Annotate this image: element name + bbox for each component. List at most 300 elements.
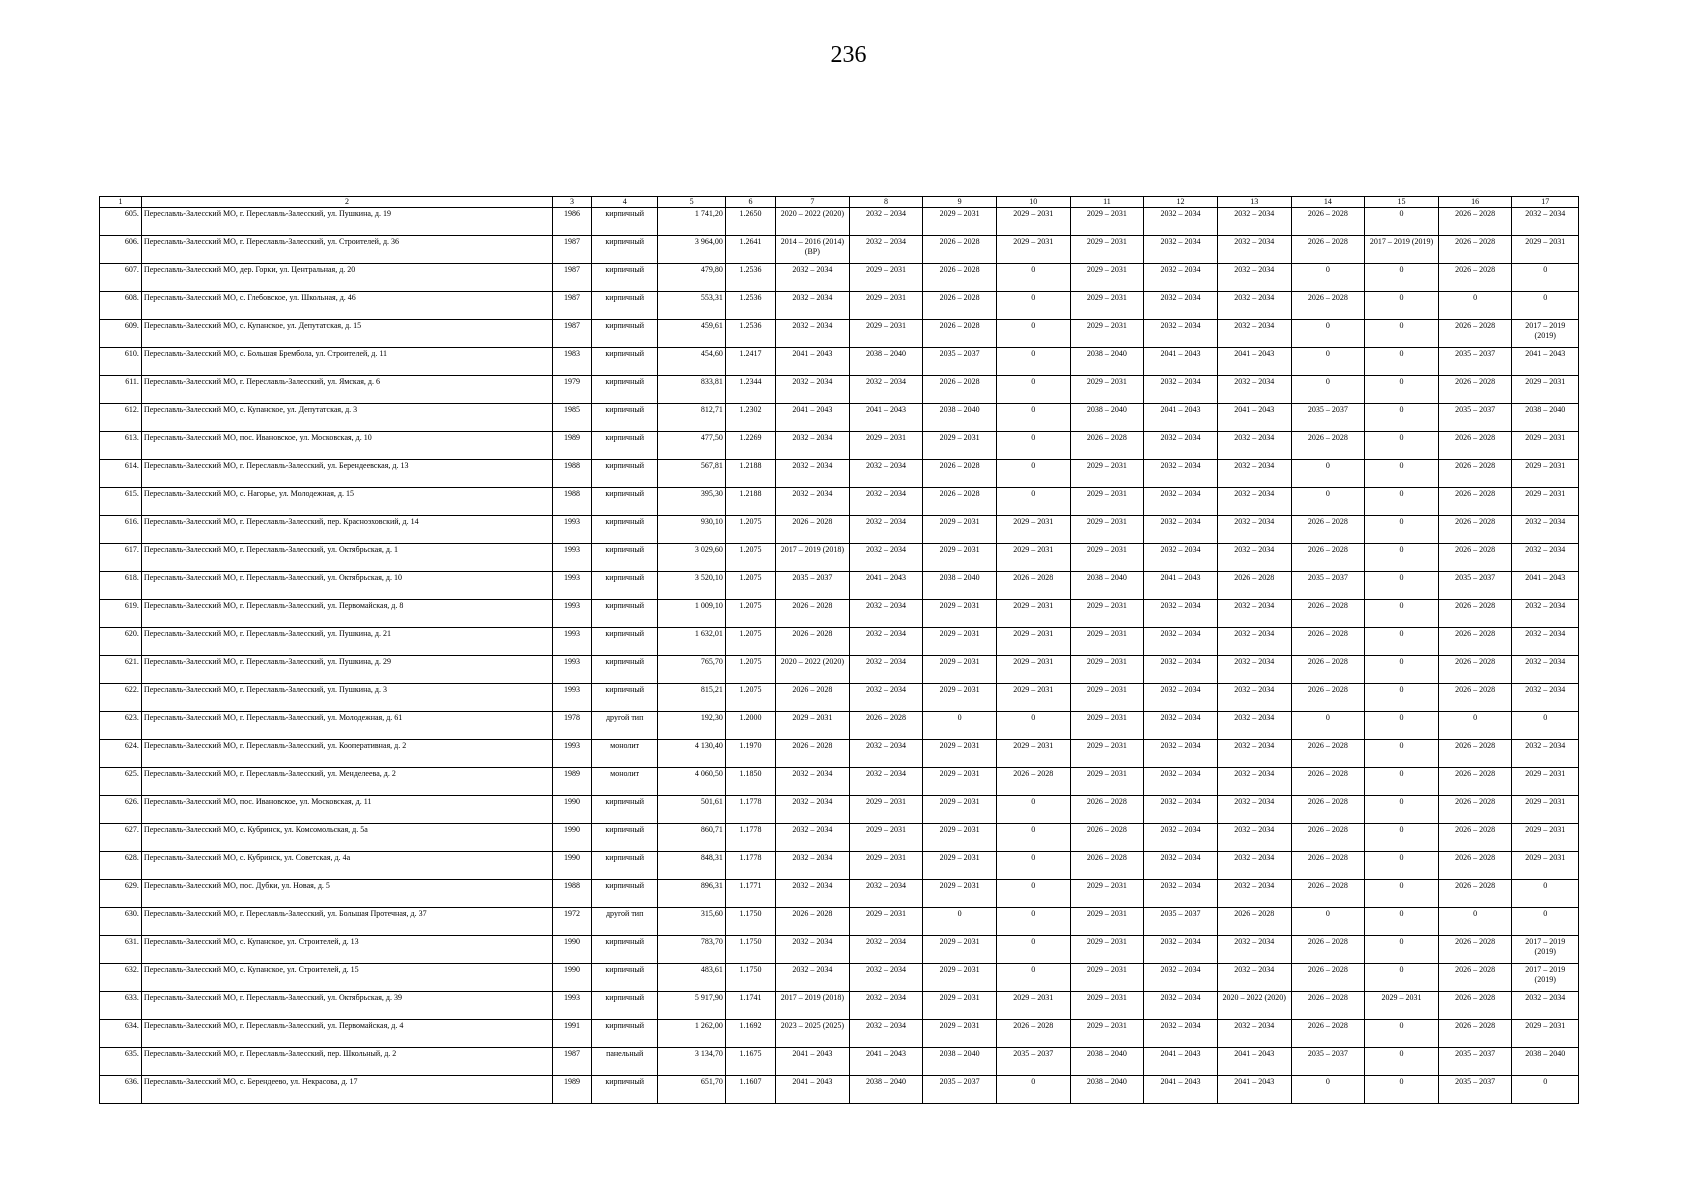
table-cell: кирпичный	[591, 796, 657, 824]
table-cell: 605.	[100, 208, 142, 236]
table-cell: 3 029,60	[658, 544, 726, 572]
table-cell: 2038 – 2040	[1070, 572, 1144, 600]
table-cell: 501,61	[658, 796, 726, 824]
table-cell: 2029 – 2031	[776, 712, 850, 740]
table-cell: Переславль-Залесский МО, г. Переславль-Залесский, ул. Пушкина, д. 29	[141, 656, 552, 684]
table-cell: 0	[1291, 488, 1365, 516]
table-row	[100, 992, 1579, 1020]
table-cell: 2041 – 2043	[849, 404, 923, 432]
column-header: 2	[141, 197, 552, 208]
table-cell: кирпичный	[591, 432, 657, 460]
table-cell: 2032 – 2034	[849, 488, 923, 516]
table-cell: 2026 – 2028	[1438, 796, 1512, 824]
table-cell: 2029 – 2031	[923, 684, 997, 712]
table-cell: 1983	[553, 348, 592, 376]
table-cell: 2026 – 2028	[1438, 992, 1512, 1020]
table-cell: 1.1675	[725, 1048, 775, 1076]
table-cell: 2032 – 2034	[1217, 320, 1291, 348]
table-cell: 606.	[100, 236, 142, 264]
table-cell: 2041 – 2043	[1512, 572, 1579, 600]
table-cell: 2026 – 2028	[776, 628, 850, 656]
table-cell: 2029 – 2031	[1512, 1020, 1579, 1048]
table-cell: 2026 – 2028	[1291, 824, 1365, 852]
table-cell: 1990	[553, 852, 592, 880]
table-cell: 0	[1365, 348, 1439, 376]
table-cell: 848,31	[658, 852, 726, 880]
table-cell: 4 060,50	[658, 768, 726, 796]
table-cell: 1 262,00	[658, 1020, 726, 1048]
table-cell: 2032 – 2034	[1144, 516, 1218, 544]
table-cell: 0	[923, 908, 997, 936]
table-cell: 0	[996, 1076, 1070, 1104]
table-cell: Переславль-Залесский МО, г. Переславль-Залесский, ул. Первомайская, д. 8	[141, 600, 552, 628]
table-cell: 2026 – 2028	[1438, 488, 1512, 516]
table-cell: 0	[1365, 684, 1439, 712]
table-cell: 3 520,10	[658, 572, 726, 600]
table-cell: 2026 – 2028	[1291, 656, 1365, 684]
table-cell: 2038 – 2040	[923, 404, 997, 432]
table-cell: 2032 – 2034	[1217, 684, 1291, 712]
table-cell: 0	[1365, 460, 1439, 488]
table-cell: 1993	[553, 740, 592, 768]
table-cell: 553,31	[658, 292, 726, 320]
table-cell: 2032 – 2034	[776, 964, 850, 992]
table-cell: 2032 – 2034	[849, 628, 923, 656]
column-header: 7	[776, 197, 850, 208]
table-cell: 632.	[100, 964, 142, 992]
table-cell: 2032 – 2034	[1512, 628, 1579, 656]
table-body	[100, 208, 1579, 1104]
table-row	[100, 600, 1579, 628]
table-cell: 0	[1365, 404, 1439, 432]
table-cell: 0	[996, 488, 1070, 516]
column-header: 1	[100, 197, 142, 208]
table-cell: Переславль-Залесский МО, с. Глебовское, ул. Школьная, д. 46	[141, 292, 552, 320]
table-cell: 2029 – 2031	[849, 292, 923, 320]
table-cell: Переславль-Залесский МО, г. Переславль-Залесский, ул. Октябрьская, д. 1	[141, 544, 552, 572]
table-cell: Переславль-Залесский МО, с. Купанское, ул. Строителей, д. 13	[141, 936, 552, 964]
table-cell: 0	[1365, 964, 1439, 992]
table-cell: 2032 – 2034	[1217, 544, 1291, 572]
table-cell: 2029 – 2031	[1070, 936, 1144, 964]
table-cell: 2041 – 2043	[1144, 404, 1218, 432]
table-cell: 2041 – 2043	[776, 1048, 850, 1076]
column-header: 8	[849, 197, 923, 208]
table-cell: 0	[996, 292, 1070, 320]
table-cell: 0	[996, 964, 1070, 992]
column-header: 12	[1144, 197, 1218, 208]
table-cell: 610.	[100, 348, 142, 376]
table-cell: 0	[1365, 572, 1439, 600]
table-cell: 2026 – 2028	[996, 768, 1070, 796]
table-cell: 607.	[100, 264, 142, 292]
table-cell: 2032 – 2034	[776, 432, 850, 460]
table-cell: 2041 – 2043	[1217, 348, 1291, 376]
table-cell: 2017 – 2019 (2019)	[1512, 320, 1579, 348]
table-cell: 2026 – 2028	[1438, 516, 1512, 544]
table-cell: 2026 – 2028	[1438, 376, 1512, 404]
table-cell: Переславль-Залесский МО, г. Переславль-Залесский, ул. Менделеева, д. 2	[141, 768, 552, 796]
table-cell: 2029 – 2031	[1070, 264, 1144, 292]
table-cell: 618.	[100, 572, 142, 600]
table-cell: 619.	[100, 600, 142, 628]
table-cell: 0	[1291, 348, 1365, 376]
table-cell: 1989	[553, 432, 592, 460]
table-cell: 2026 – 2028	[1438, 320, 1512, 348]
table-cell: 2041 – 2043	[1144, 1076, 1218, 1104]
table-cell: 0	[1365, 1020, 1439, 1048]
table-cell: 2038 – 2040	[1070, 348, 1144, 376]
table-cell: 2029 – 2031	[996, 684, 1070, 712]
table-row	[100, 460, 1579, 488]
table-cell: 2026 – 2028	[1291, 628, 1365, 656]
table-row	[100, 908, 1579, 936]
table-cell: 2038 – 2040	[1070, 1076, 1144, 1104]
table-cell: 2029 – 2031	[923, 656, 997, 684]
table-cell: 2032 – 2034	[1144, 740, 1218, 768]
table-cell: другой тип	[591, 908, 657, 936]
table-cell: 1989	[553, 768, 592, 796]
table-cell: 2032 – 2034	[1144, 376, 1218, 404]
table-cell: 2029 – 2031	[923, 628, 997, 656]
table-cell: 0	[1365, 796, 1439, 824]
table-cell: 0	[1291, 460, 1365, 488]
table-cell: 2026 – 2028	[923, 376, 997, 404]
table-cell: Переславль-Залесский МО, с. Купанское, ул. Строителей, д. 15	[141, 964, 552, 992]
table-cell: 2038 – 2040	[923, 1048, 997, 1076]
table-cell: 0	[1365, 908, 1439, 936]
column-header: 3	[553, 197, 592, 208]
table-cell: 2032 – 2034	[849, 936, 923, 964]
table-cell: 2032 – 2034	[1144, 656, 1218, 684]
table-cell: 615.	[100, 488, 142, 516]
table-cell: 2032 – 2034	[776, 936, 850, 964]
table-cell: 0	[1512, 292, 1579, 320]
table-cell: 2029 – 2031	[1512, 432, 1579, 460]
table-cell: 2029 – 2031	[996, 544, 1070, 572]
table-cell: 1 741,20	[658, 208, 726, 236]
table-cell: 2032 – 2034	[1512, 740, 1579, 768]
table-cell: 2029 – 2031	[1512, 236, 1579, 264]
table-cell: 0	[1365, 768, 1439, 796]
table-cell: 2032 – 2034	[776, 320, 850, 348]
table-cell: 2026 – 2028	[1291, 544, 1365, 572]
table-cell: 2029 – 2031	[996, 992, 1070, 1020]
table-cell: 2041 – 2043	[776, 404, 850, 432]
table-cell: 2041 – 2043	[1217, 1048, 1291, 1076]
table-cell: 2041 – 2043	[1144, 572, 1218, 600]
table-cell: 1.2302	[725, 404, 775, 432]
table-cell: 0	[1365, 432, 1439, 460]
table-cell: 2026 – 2028	[1438, 460, 1512, 488]
table-cell: 2020 – 2022 (2020)	[776, 656, 850, 684]
table-cell: 2038 – 2040	[1512, 1048, 1579, 1076]
table-cell: 1987	[553, 320, 592, 348]
table-cell: 626.	[100, 796, 142, 824]
table-cell: кирпичный	[591, 376, 657, 404]
table-cell: 1993	[553, 572, 592, 600]
table-cell: 2026 – 2028	[1438, 824, 1512, 852]
table-cell: 477,50	[658, 432, 726, 460]
table-cell: 2029 – 2031	[996, 516, 1070, 544]
table-cell: Переславль-Залесский МО, с. Купанское, ул. Депутатская, д. 15	[141, 320, 552, 348]
table-cell: 2032 – 2034	[1217, 600, 1291, 628]
table-cell: 2035 – 2037	[1144, 908, 1218, 936]
table-cell: 2032 – 2034	[1217, 208, 1291, 236]
table-cell: 459,61	[658, 320, 726, 348]
table-cell: 629.	[100, 880, 142, 908]
table-cell: 0	[1291, 1076, 1365, 1104]
column-header: 5	[658, 197, 726, 208]
table-cell: 2029 – 2031	[923, 1020, 997, 1048]
table-cell: 4 130,40	[658, 740, 726, 768]
table-cell: 1.2417	[725, 348, 775, 376]
table-cell: 2029 – 2031	[1070, 768, 1144, 796]
table-cell: другой тип	[591, 712, 657, 740]
table-cell: 1987	[553, 1048, 592, 1076]
table-cell: 2026 – 2028	[996, 1020, 1070, 1048]
table-cell: 1.2188	[725, 460, 775, 488]
table-cell: Переславль-Залесский МО, с. Берендеево, ул. Некрасова, д. 17	[141, 1076, 552, 1104]
table-cell: 1990	[553, 964, 592, 992]
table-cell: 2029 – 2031	[923, 852, 997, 880]
table-cell: 1 009,10	[658, 600, 726, 628]
table-cell: 0	[996, 796, 1070, 824]
table-cell: кирпичный	[591, 824, 657, 852]
table-cell: 2032 – 2034	[1217, 712, 1291, 740]
table-cell: 2029 – 2031	[1070, 1020, 1144, 1048]
table-cell: 0	[996, 824, 1070, 852]
table-cell: 2029 – 2031	[996, 236, 1070, 264]
table-cell: 2032 – 2034	[1512, 684, 1579, 712]
table-cell: 623.	[100, 712, 142, 740]
table-cell: 1.2536	[725, 292, 775, 320]
table-cell: 2032 – 2034	[1217, 964, 1291, 992]
table-cell: 2017 – 2019 (2019)	[1512, 964, 1579, 992]
table-cell: 2032 – 2034	[1512, 208, 1579, 236]
table-cell: 2032 – 2034	[1217, 656, 1291, 684]
table-cell: 2029 – 2031	[849, 824, 923, 852]
table-cell: 2035 – 2037	[996, 1048, 1070, 1076]
table-cell: 2026 – 2028	[849, 712, 923, 740]
table-cell: 2032 – 2034	[849, 656, 923, 684]
table-cell: 2032 – 2034	[1217, 292, 1291, 320]
table-cell: 1990	[553, 796, 592, 824]
table-cell: 2029 – 2031	[923, 432, 997, 460]
table-row	[100, 264, 1579, 292]
table-cell: 2032 – 2034	[776, 376, 850, 404]
table-cell: 2026 – 2028	[1070, 432, 1144, 460]
table-cell: Переславль-Залесский МО, г. Переславль-Залесский, ул. Первомайская, д. 4	[141, 1020, 552, 1048]
table-cell: 2029 – 2031	[1070, 208, 1144, 236]
table-cell: 1978	[553, 712, 592, 740]
table-cell: 2029 – 2031	[1070, 544, 1144, 572]
table-cell: 2029 – 2031	[923, 740, 997, 768]
table-cell: 2026 – 2028	[1291, 880, 1365, 908]
table-cell: 1.2188	[725, 488, 775, 516]
table-cell: кирпичный	[591, 600, 657, 628]
table-cell: 2017 – 2019 (2018)	[776, 544, 850, 572]
table-cell: кирпичный	[591, 320, 657, 348]
table-cell: 2026 – 2028	[1438, 740, 1512, 768]
table-cell: 2026 – 2028	[776, 684, 850, 712]
table-cell: 0	[1512, 264, 1579, 292]
table-cell: 2026 – 2028	[1438, 684, 1512, 712]
table-cell: 2029 – 2031	[1070, 292, 1144, 320]
table-cell: 0	[1365, 600, 1439, 628]
table-cell: 2026 – 2028	[1438, 1020, 1512, 1048]
table-cell: 2029 – 2031	[1070, 908, 1144, 936]
table-cell: 617.	[100, 544, 142, 572]
table-row	[100, 684, 1579, 712]
table-cell: 2038 – 2040	[1070, 404, 1144, 432]
table-row	[100, 544, 1579, 572]
table-cell: Переславль-Залесский МО, г. Переславль-Залесский, пер. Школьный, д. 2	[141, 1048, 552, 1076]
table-cell: 2026 – 2028	[1291, 516, 1365, 544]
table-cell: 0	[996, 348, 1070, 376]
table-cell: 454,60	[658, 348, 726, 376]
table-cell: 1.1778	[725, 796, 775, 824]
table-cell: 0	[996, 432, 1070, 460]
table-cell: 2032 – 2034	[1144, 936, 1218, 964]
table-cell: кирпичный	[591, 656, 657, 684]
table-row	[100, 964, 1579, 992]
table-cell: 1.1750	[725, 908, 775, 936]
table-cell: 0	[1365, 936, 1439, 964]
table-cell: 0	[1365, 544, 1439, 572]
table-cell: 0	[1365, 292, 1439, 320]
table-row	[100, 432, 1579, 460]
table-cell: 0	[996, 880, 1070, 908]
table-cell: 2023 – 2025 (2025)	[776, 1020, 850, 1048]
table-cell: 1990	[553, 936, 592, 964]
table-cell: 0	[1365, 1048, 1439, 1076]
table-cell: 2029 – 2031	[1512, 768, 1579, 796]
table-cell: 628.	[100, 852, 142, 880]
column-header: 11	[1070, 197, 1144, 208]
table-cell: 1.1607	[725, 1076, 775, 1104]
table-cell: 1993	[553, 628, 592, 656]
table-cell: 2026 – 2028	[1438, 656, 1512, 684]
table-cell: 192,30	[658, 712, 726, 740]
table-cell: 0	[1512, 1076, 1579, 1104]
table-cell: кирпичный	[591, 628, 657, 656]
table-cell: 2017 – 2019 (2018)	[776, 992, 850, 1020]
table-cell: 2038 – 2040	[923, 572, 997, 600]
table-cell: 2026 – 2028	[923, 264, 997, 292]
table-cell: 2029 – 2031	[923, 880, 997, 908]
table-cell: 1987	[553, 292, 592, 320]
table-row	[100, 656, 1579, 684]
table-cell: 1.2536	[725, 320, 775, 348]
table-cell: 1.2000	[725, 712, 775, 740]
table-cell: 2029 – 2031	[1070, 992, 1144, 1020]
table-cell: 2026 – 2028	[1217, 908, 1291, 936]
table-cell: 2026 – 2028	[1438, 628, 1512, 656]
table-cell: 2032 – 2034	[1217, 516, 1291, 544]
table-cell: 483,61	[658, 964, 726, 992]
table-cell: 2035 – 2037	[923, 348, 997, 376]
table-cell: 2038 – 2040	[849, 348, 923, 376]
table-cell: 2035 – 2037	[1438, 404, 1512, 432]
table-cell: 1.2536	[725, 264, 775, 292]
table-cell: 2026 – 2028	[1070, 852, 1144, 880]
table-cell: 1.2075	[725, 628, 775, 656]
table-cell: 2032 – 2034	[776, 852, 850, 880]
table-row	[100, 376, 1579, 404]
table-cell: 2029 – 2031	[1070, 712, 1144, 740]
table-cell: Переславль-Залесский МО, г. Переславль-Залесский, ул. Кооперативная, д. 2	[141, 740, 552, 768]
table-cell: 624.	[100, 740, 142, 768]
table-cell: 2035 – 2037	[1291, 572, 1365, 600]
table-cell: 2032 – 2034	[1144, 320, 1218, 348]
table-cell: 0	[1365, 320, 1439, 348]
table-cell: 2041 – 2043	[776, 1076, 850, 1104]
table-cell: 614.	[100, 460, 142, 488]
table-cell: 2032 – 2034	[1217, 236, 1291, 264]
table-cell: 2020 – 2022 (2020)	[1217, 992, 1291, 1020]
table-cell: 2026 – 2028	[1291, 992, 1365, 1020]
table-cell: Переславль-Залесский МО, г. Переславль-Залесский, пер. Красноэховский, д. 14	[141, 516, 552, 544]
table-cell: 0	[1291, 908, 1365, 936]
table-cell: 2026 – 2028	[1291, 1020, 1365, 1048]
table-cell: 0	[1365, 516, 1439, 544]
table-cell: 0	[996, 264, 1070, 292]
table-cell: 627.	[100, 824, 142, 852]
table-cell: 2026 – 2028	[776, 600, 850, 628]
table-cell: 1.1741	[725, 992, 775, 1020]
table-cell: кирпичный	[591, 348, 657, 376]
table-cell: 625.	[100, 768, 142, 796]
table-cell: 2029 – 2031	[849, 264, 923, 292]
table-cell: 2032 – 2034	[776, 264, 850, 292]
table-cell: 1988	[553, 460, 592, 488]
table-row	[100, 768, 1579, 796]
table-cell: 2029 – 2031	[1512, 488, 1579, 516]
table-cell: 896,31	[658, 880, 726, 908]
table-cell: 1993	[553, 544, 592, 572]
table-cell: Переславль-Залесский МО, г. Переславль-Залесский, ул. Молодежная, д. 61	[141, 712, 552, 740]
table-cell: 2032 – 2034	[776, 460, 850, 488]
table-cell: 2032 – 2034	[849, 964, 923, 992]
table-cell: 2032 – 2034	[1144, 880, 1218, 908]
table-cell: 0	[1291, 712, 1365, 740]
table-cell: Переславль-Залесский МО, с. Нагорье, ул. Молодежная, д. 15	[141, 488, 552, 516]
table-cell: 2035 – 2037	[1291, 404, 1365, 432]
table-cell: Переславль-Залесский МО, с. Кубринск, ул. Комсомольская, д. 5а	[141, 824, 552, 852]
table-cell: 0	[996, 376, 1070, 404]
table-cell: 2026 – 2028	[1438, 768, 1512, 796]
table-cell: 2032 – 2034	[849, 992, 923, 1020]
table-row	[100, 572, 1579, 600]
table-cell: 1988	[553, 488, 592, 516]
table-cell: 2026 – 2028	[1291, 964, 1365, 992]
table-cell: 2032 – 2034	[776, 880, 850, 908]
table-cell: 0	[1291, 264, 1365, 292]
table-cell: кирпичный	[591, 292, 657, 320]
table-cell: 5 917,90	[658, 992, 726, 1020]
table-cell: 2041 – 2043	[1144, 348, 1218, 376]
table-cell: 2029 – 2031	[1512, 824, 1579, 852]
column-header: 13	[1217, 197, 1291, 208]
table-cell: 2032 – 2034	[776, 292, 850, 320]
table-row	[100, 852, 1579, 880]
table-row	[100, 712, 1579, 740]
table-cell: 1.1692	[725, 1020, 775, 1048]
table-row	[100, 880, 1579, 908]
table-cell: 2032 – 2034	[1217, 264, 1291, 292]
table-cell: 2029 – 2031	[923, 964, 997, 992]
